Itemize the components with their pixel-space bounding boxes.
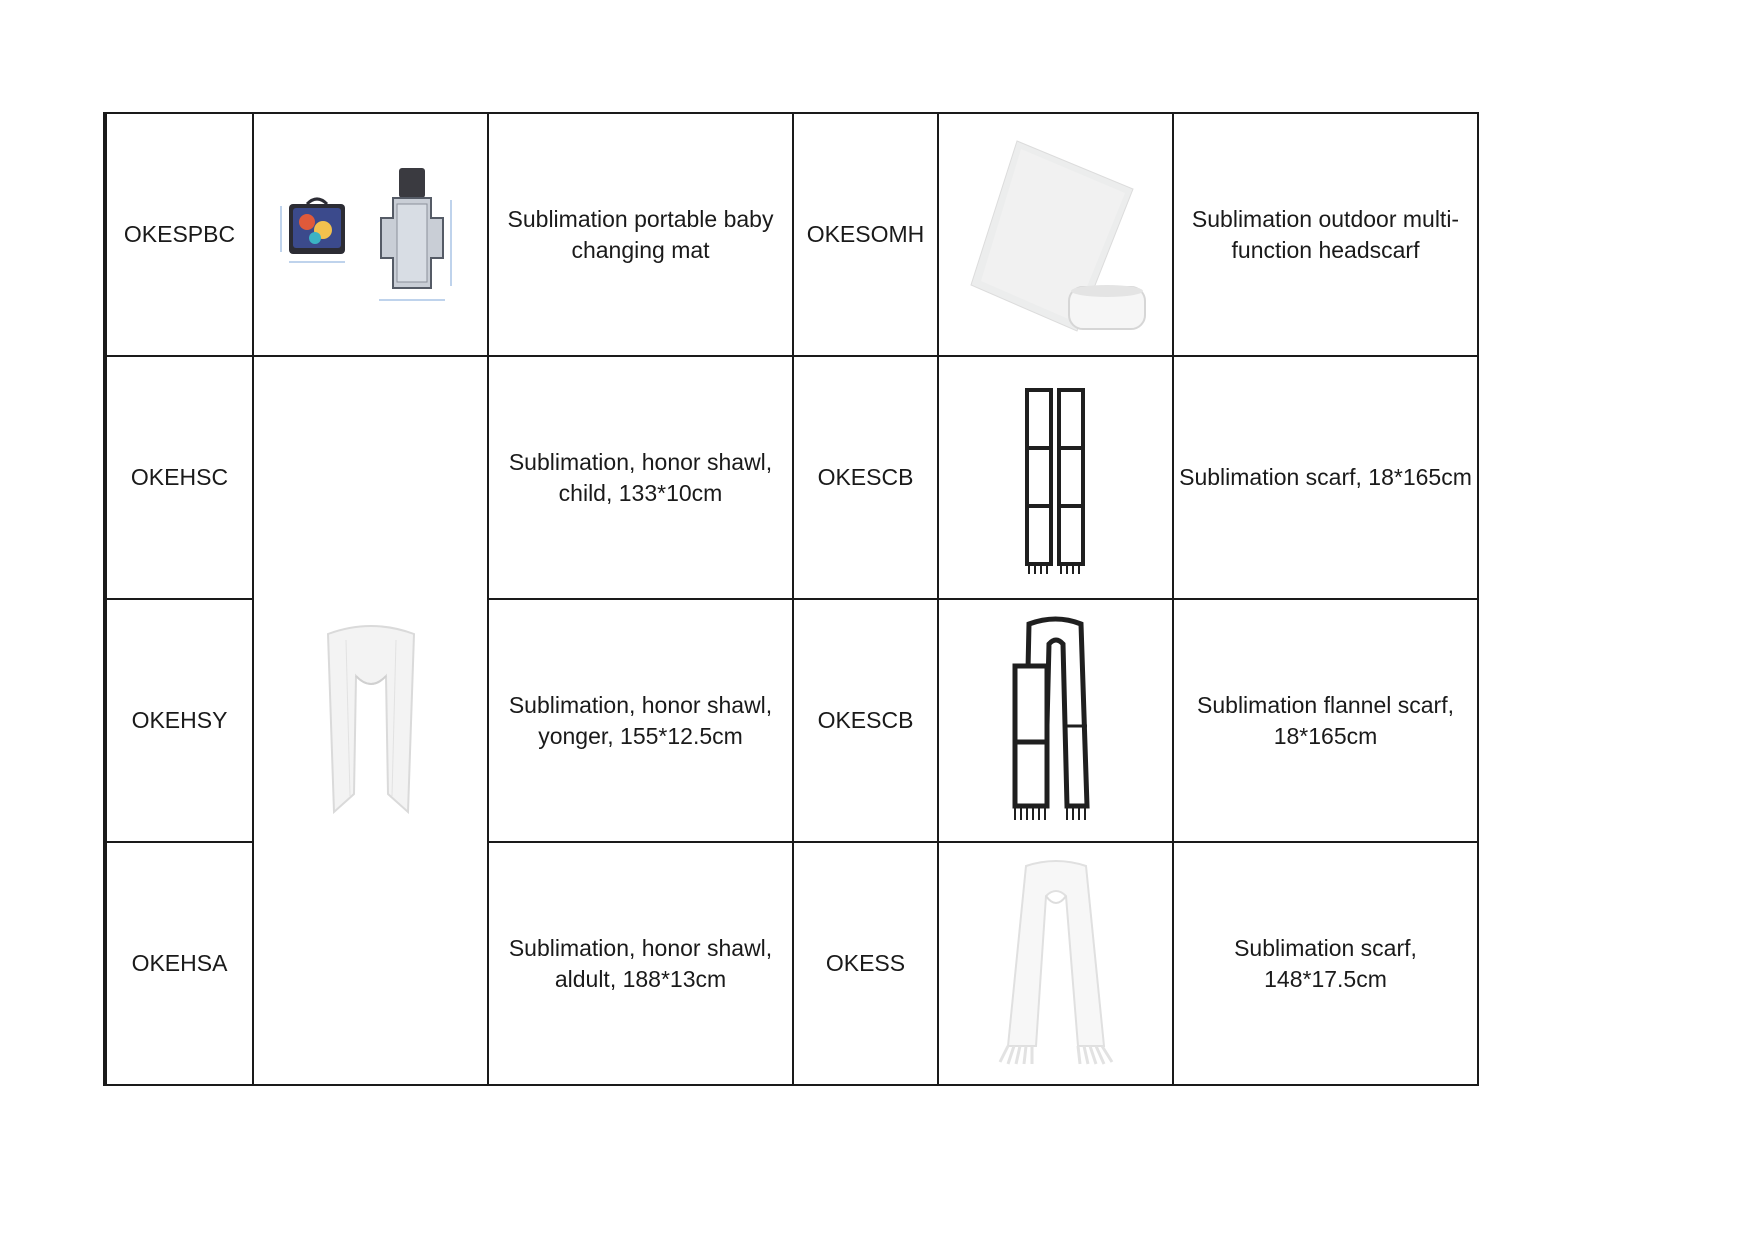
headscarf-image xyxy=(938,113,1173,356)
product-description: Sublimation, honor shawl, yonger, 155*12.5cm xyxy=(488,599,793,842)
scarf-black-trim-icon xyxy=(1011,378,1101,578)
product-description: Sublimation outdoor multi-function headscarf xyxy=(1173,113,1478,356)
product-code: OKEHSY xyxy=(105,599,253,842)
flannel-scarf-image xyxy=(938,599,1173,842)
flannel-scarf-icon xyxy=(1001,616,1111,826)
product-description: Sublimation, honor shawl, aldult, 188*13cm xyxy=(488,842,793,1085)
white-scarf-image xyxy=(938,842,1173,1085)
product-code: OKESCB xyxy=(793,356,938,599)
product-table xyxy=(103,112,1479,1086)
product-code: OKESPBC xyxy=(105,113,253,356)
product-description: Sublimation scarf, 148*17.5cm xyxy=(1173,842,1478,1085)
product-description: Sublimation portable baby changing mat xyxy=(488,113,793,356)
product-code: OKESCB xyxy=(793,599,938,842)
product-description: Sublimation scarf, 18*165cm xyxy=(1173,356,1478,599)
honor-shawl-icon xyxy=(316,616,426,826)
baby-changing-mat-image xyxy=(253,113,488,356)
product-code: OKESS xyxy=(793,842,938,1085)
table-row xyxy=(105,356,1478,599)
product-code: OKESOMH xyxy=(793,113,938,356)
baby-changing-mat-icon xyxy=(271,160,471,310)
headscarf-icon xyxy=(961,135,1151,335)
product-description: Sublimation, honor shawl, child, 133*10cm xyxy=(488,356,793,599)
scarf-black-trim-image xyxy=(938,356,1173,599)
product-code: OKEHSC xyxy=(105,356,253,599)
product-description: Sublimation flannel scarf, 18*165cm xyxy=(1173,599,1478,842)
honor-shawl-image xyxy=(253,356,488,1085)
product-code: OKEHSA xyxy=(105,842,253,1085)
white-scarf-icon xyxy=(986,856,1126,1072)
table-row xyxy=(105,113,1478,356)
